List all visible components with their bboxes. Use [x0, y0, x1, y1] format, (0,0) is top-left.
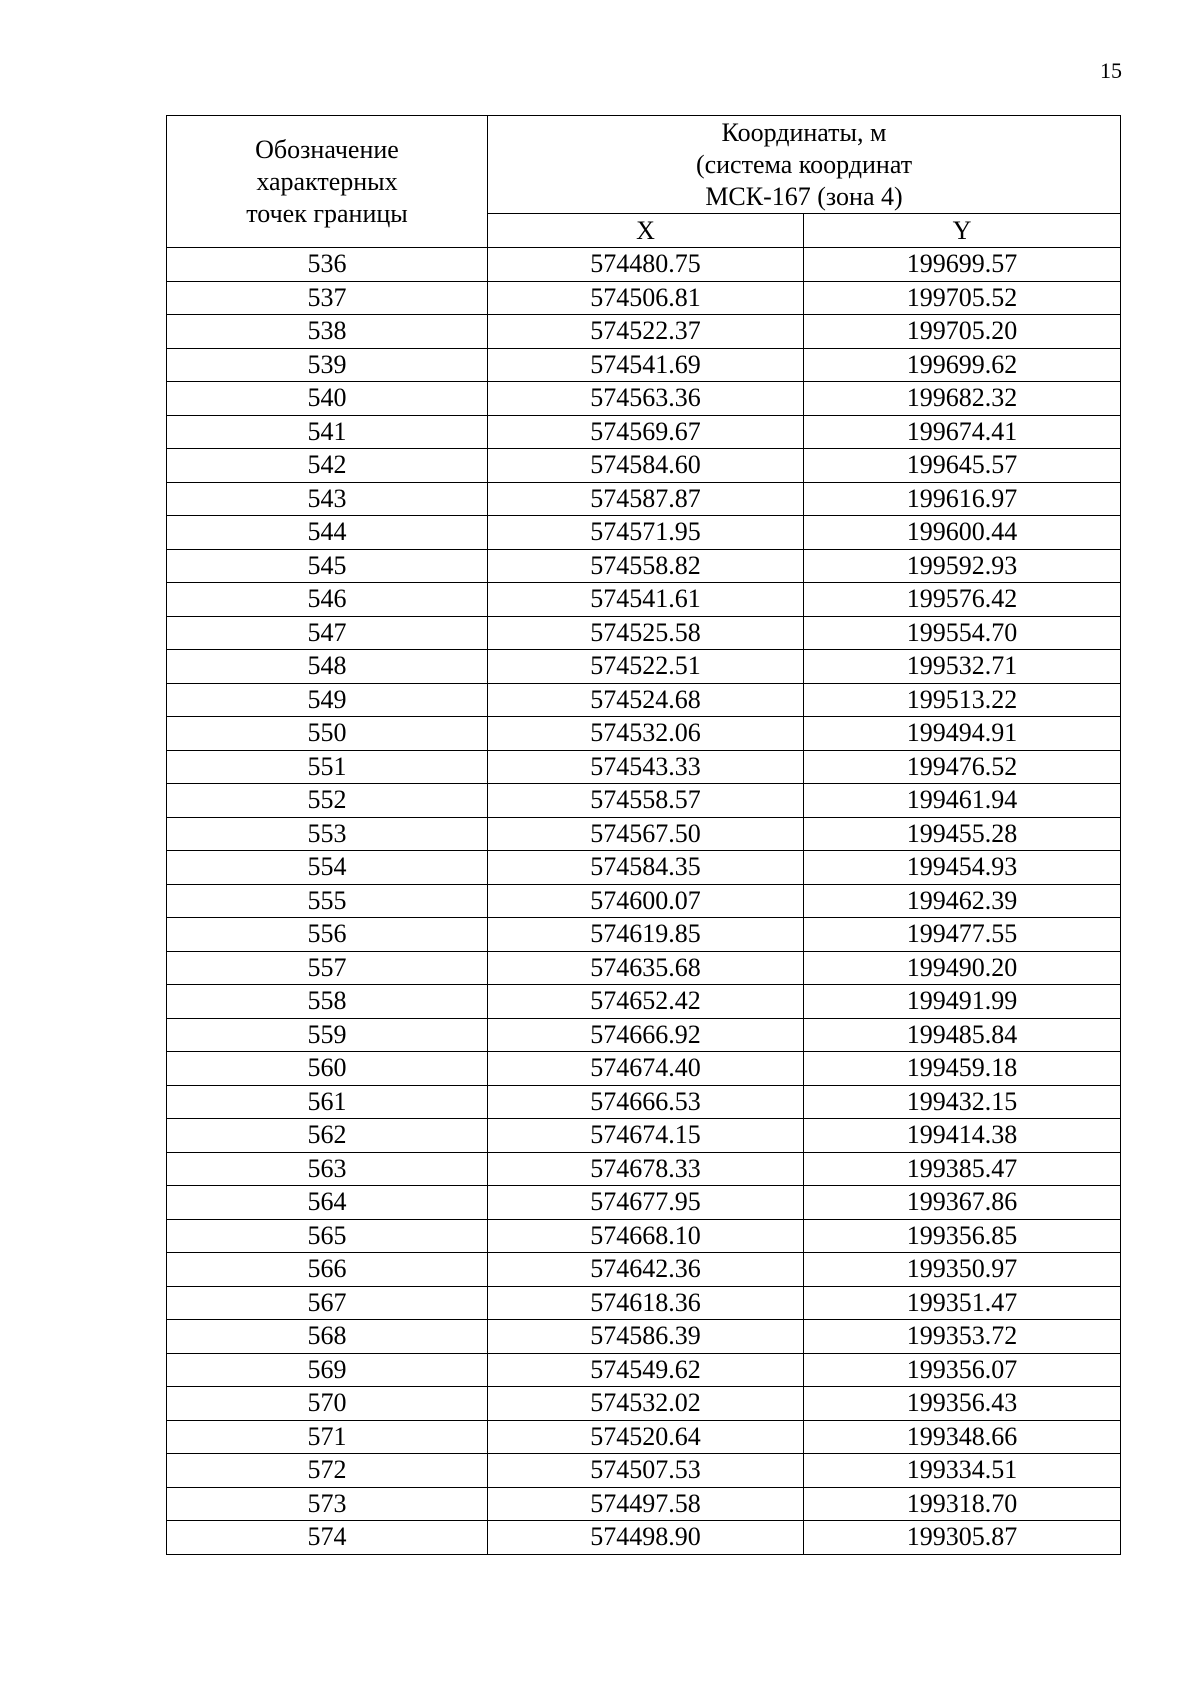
table-row	[167, 449, 1121, 483]
table-row	[167, 1387, 1121, 1421]
point-number-cell: 538	[167, 315, 488, 349]
y-coordinate-cell: 199305.87	[804, 1521, 1121, 1555]
y-column-header: Y	[804, 214, 1121, 248]
y-coordinate-cell: 199353.72	[804, 1320, 1121, 1354]
point-number-cell: 562	[167, 1119, 488, 1153]
x-coordinate-cell: 574507.53	[488, 1454, 804, 1488]
y-coordinate-cell: 199645.57	[804, 449, 1121, 483]
table-row	[167, 1353, 1121, 1387]
point-number-cell: 571	[167, 1420, 488, 1454]
y-coordinate-cell: 199461.94	[804, 784, 1121, 818]
point-number-cell: 554	[167, 851, 488, 885]
x-coordinate-cell: 574668.10	[488, 1219, 804, 1253]
point-number-cell: 550	[167, 717, 488, 751]
table-row	[167, 1119, 1121, 1153]
point-number-cell: 546	[167, 583, 488, 617]
table-row	[167, 650, 1121, 684]
y-coordinate-cell: 199432.15	[804, 1085, 1121, 1119]
x-coordinate-cell: 574498.90	[488, 1521, 804, 1555]
table-row	[167, 1253, 1121, 1287]
y-coordinate-cell: 199455.28	[804, 817, 1121, 851]
x-coordinate-cell: 574666.92	[488, 1018, 804, 1052]
y-coordinate-cell: 199356.43	[804, 1387, 1121, 1421]
table-row	[167, 951, 1121, 985]
point-header-line: характерных	[256, 166, 398, 196]
y-coordinate-cell: 199318.70	[804, 1487, 1121, 1521]
x-coordinate-cell: 574674.15	[488, 1119, 804, 1153]
y-coordinate-cell: 199462.39	[804, 884, 1121, 918]
page-number: 15	[1100, 58, 1122, 83]
x-coordinate-cell: 574520.64	[488, 1420, 804, 1454]
y-coordinate-cell: 199682.32	[804, 382, 1121, 416]
y-coordinate-cell: 199600.44	[804, 516, 1121, 550]
point-number-cell: 560	[167, 1052, 488, 1086]
point-number-cell: 544	[167, 516, 488, 550]
x-coordinate-cell: 574678.33	[488, 1152, 804, 1186]
point-number-cell: 556	[167, 918, 488, 952]
y-coordinate-cell: 199592.93	[804, 549, 1121, 583]
x-coordinate-cell: 574480.75	[488, 248, 804, 282]
point-number-cell: 551	[167, 750, 488, 784]
y-coordinate-cell: 199414.38	[804, 1119, 1121, 1153]
y-coordinate-cell: 199699.62	[804, 348, 1121, 382]
table-row	[167, 583, 1121, 617]
table-row	[167, 884, 1121, 918]
x-coordinate-cell: 574666.53	[488, 1085, 804, 1119]
table-row	[167, 1320, 1121, 1354]
x-coordinate-cell: 574600.07	[488, 884, 804, 918]
point-number-cell: 541	[167, 415, 488, 449]
table-row	[167, 683, 1121, 717]
x-coordinate-cell: 574497.58	[488, 1487, 804, 1521]
y-coordinate-cell: 199356.07	[804, 1353, 1121, 1387]
point-number-cell: 572	[167, 1454, 488, 1488]
x-coordinate-cell: 574652.42	[488, 985, 804, 1019]
table-row	[167, 248, 1121, 282]
point-number-cell: 566	[167, 1253, 488, 1287]
table-row	[167, 717, 1121, 751]
y-coordinate-cell: 199350.97	[804, 1253, 1121, 1287]
y-coordinate-cell: 199576.42	[804, 583, 1121, 617]
point-number-cell: 570	[167, 1387, 488, 1421]
x-coordinate-cell: 574549.62	[488, 1353, 804, 1387]
point-number-cell: 553	[167, 817, 488, 851]
point-header-line: Обозначение	[255, 134, 399, 164]
point-header-line: точек границы	[246, 198, 408, 228]
table-row	[167, 1186, 1121, 1220]
point-number-cell: 569	[167, 1353, 488, 1387]
table-row	[167, 1454, 1121, 1488]
y-coordinate-cell: 199616.97	[804, 482, 1121, 516]
table-row	[167, 315, 1121, 349]
table-row	[167, 1286, 1121, 1320]
x-coordinate-cell: 574541.61	[488, 583, 804, 617]
x-coordinate-cell: 574506.81	[488, 281, 804, 315]
x-coordinate-cell: 574587.87	[488, 482, 804, 516]
point-number-cell: 573	[167, 1487, 488, 1521]
point-number-cell: 564	[167, 1186, 488, 1220]
point-number-cell: 568	[167, 1320, 488, 1354]
y-coordinate-cell: 199459.18	[804, 1052, 1121, 1086]
x-coordinate-cell: 574522.51	[488, 650, 804, 684]
y-coordinate-cell: 199351.47	[804, 1286, 1121, 1320]
point-number-cell: 557	[167, 951, 488, 985]
point-number-cell: 549	[167, 683, 488, 717]
table-row	[167, 516, 1121, 550]
y-coordinate-cell: 199705.20	[804, 315, 1121, 349]
x-coordinate-cell: 574558.82	[488, 549, 804, 583]
coordinates-header-line: МСК-167 (зона 4)	[705, 181, 903, 211]
y-coordinate-cell: 199490.20	[804, 951, 1121, 985]
y-coordinate-cell: 199705.52	[804, 281, 1121, 315]
y-coordinate-cell: 199513.22	[804, 683, 1121, 717]
point-number-cell: 559	[167, 1018, 488, 1052]
y-coordinate-cell: 199385.47	[804, 1152, 1121, 1186]
table-row	[167, 415, 1121, 449]
table-row	[167, 616, 1121, 650]
x-coordinate-cell: 574541.69	[488, 348, 804, 382]
point-number-cell: 543	[167, 482, 488, 516]
x-coordinate-cell: 574635.68	[488, 951, 804, 985]
x-coordinate-cell: 574558.57	[488, 784, 804, 818]
x-coordinate-cell: 574618.36	[488, 1286, 804, 1320]
y-coordinate-cell: 199477.55	[804, 918, 1121, 952]
table-row	[167, 1018, 1121, 1052]
table-row	[167, 1085, 1121, 1119]
table-row	[167, 1219, 1121, 1253]
x-coordinate-cell: 574525.58	[488, 616, 804, 650]
y-coordinate-cell: 199532.71	[804, 650, 1121, 684]
x-coordinate-cell: 574567.50	[488, 817, 804, 851]
x-coordinate-cell: 574543.33	[488, 750, 804, 784]
y-coordinate-cell: 199348.66	[804, 1420, 1121, 1454]
y-coordinate-cell: 199334.51	[804, 1454, 1121, 1488]
table-row	[167, 918, 1121, 952]
y-coordinate-cell: 199476.52	[804, 750, 1121, 784]
table-row	[167, 1521, 1121, 1555]
point-number-cell: 563	[167, 1152, 488, 1186]
table-row	[167, 281, 1121, 315]
x-coordinate-cell: 574563.36	[488, 382, 804, 416]
table-row	[167, 482, 1121, 516]
table-row	[167, 851, 1121, 885]
y-coordinate-cell: 199494.91	[804, 717, 1121, 751]
table-row	[167, 348, 1121, 382]
y-coordinate-cell: 199356.85	[804, 1219, 1121, 1253]
table-row	[167, 750, 1121, 784]
table-row	[167, 382, 1121, 416]
point-number-cell: 545	[167, 549, 488, 583]
x-coordinate-cell: 574584.60	[488, 449, 804, 483]
x-coordinate-cell: 574674.40	[488, 1052, 804, 1086]
point-number-cell: 561	[167, 1085, 488, 1119]
x-coordinate-cell: 574524.68	[488, 683, 804, 717]
x-coordinate-cell: 574677.95	[488, 1186, 804, 1220]
x-coordinate-cell: 574584.35	[488, 851, 804, 885]
point-number-cell: 548	[167, 650, 488, 684]
table-row	[167, 1052, 1121, 1086]
point-number-cell: 542	[167, 449, 488, 483]
x-coordinate-cell: 574522.37	[488, 315, 804, 349]
point-number-cell: 558	[167, 985, 488, 1019]
x-coordinate-cell: 574642.36	[488, 1253, 804, 1287]
point-designation-header	[167, 116, 488, 248]
x-coordinate-cell: 574619.85	[488, 918, 804, 952]
table-row	[167, 549, 1121, 583]
point-number-cell: 567	[167, 1286, 488, 1320]
coordinates-header-line: (система координат	[695, 149, 913, 179]
table-row	[167, 1420, 1121, 1454]
table-row	[167, 985, 1121, 1019]
boundary-coordinates-table	[166, 115, 1121, 1555]
y-coordinate-cell: 199485.84	[804, 1018, 1121, 1052]
point-number-cell: 565	[167, 1219, 488, 1253]
y-coordinate-cell: 199367.86	[804, 1186, 1121, 1220]
point-number-cell: 540	[167, 382, 488, 416]
x-coordinate-cell: 574569.67	[488, 415, 804, 449]
y-coordinate-cell: 199554.70	[804, 616, 1121, 650]
x-coordinate-cell: 574571.95	[488, 516, 804, 550]
point-number-cell: 539	[167, 348, 488, 382]
x-coordinate-cell: 574586.39	[488, 1320, 804, 1354]
x-column-header: X	[488, 214, 804, 248]
coordinates-header-line: Координаты, м	[721, 117, 887, 147]
point-number-cell: 552	[167, 784, 488, 818]
table-body	[167, 248, 1121, 1555]
point-number-cell: 547	[167, 616, 488, 650]
table-row	[167, 817, 1121, 851]
point-number-cell: 537	[167, 281, 488, 315]
point-number-cell: 574	[167, 1521, 488, 1555]
y-coordinate-cell: 199491.99	[804, 985, 1121, 1019]
x-coordinate-cell: 574532.02	[488, 1387, 804, 1421]
y-coordinate-cell: 199674.41	[804, 415, 1121, 449]
coordinates-header	[488, 116, 1121, 214]
table-header-row	[167, 116, 1121, 214]
table-row	[167, 784, 1121, 818]
x-coordinate-cell: 574532.06	[488, 717, 804, 751]
point-number-cell: 555	[167, 884, 488, 918]
table-row	[167, 1152, 1121, 1186]
y-coordinate-cell: 199699.57	[804, 248, 1121, 282]
y-coordinate-cell: 199454.93	[804, 851, 1121, 885]
table-row	[167, 1487, 1121, 1521]
point-number-cell: 536	[167, 248, 488, 282]
